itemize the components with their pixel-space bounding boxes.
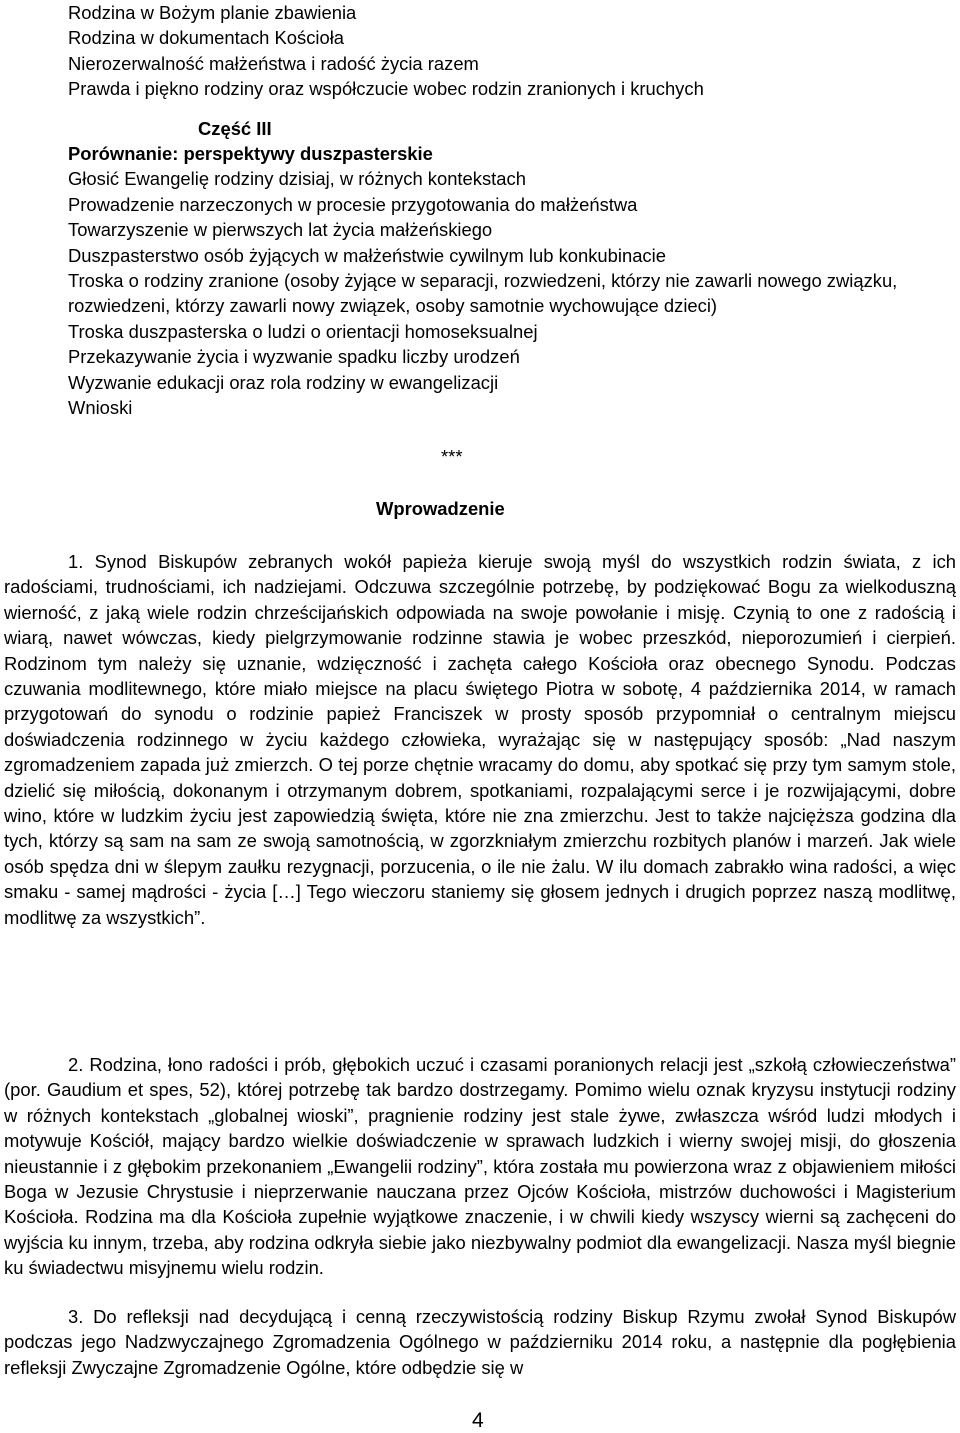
toc-item: Wnioski: [68, 396, 133, 418]
paragraph-text: 3. Do refleksji nad decydującą i cenną rzeczywistością rodziny Biskup Rzymu zwołał Synod Biskupów podczas jego Nadzwyczajnego Zgromadzenia Ogólnego w październiku 2014 roku, a następnie dla pogłębienia refleksji Zwyczajne Zgromadzenie Ogólne, które odbędzie się w: [4, 1306, 956, 1378]
toc-item: Przekazywanie życia i wyzwanie spadku liczby urodzeń: [68, 346, 520, 368]
paragraph: [4, 549, 956, 930]
toc-item: Rodzina w Bożym planie zbawienia: [68, 2, 357, 23]
paragraph: [4, 1052, 956, 1281]
toc-item: Nierozerwalność małżeństwa i radość życia razem: [68, 52, 479, 74]
paragraph: [4, 1304, 956, 1380]
toc-part-label: Część III: [198, 117, 272, 139]
table-of-contents: [68, 0, 948, 420]
toc-item: Prowadzenie narzeczonych w procesie przygotowania do małżeństwa: [68, 193, 638, 215]
toc-item: Wyzwanie edukacji oraz rola rodziny w ewangelizacji: [68, 371, 499, 393]
toc-item: Duszpasterstwo osób żyjących w małżeństwie cywilnym lub konkubinacie: [68, 244, 666, 266]
section-heading: Wprowadzenie: [376, 498, 505, 519]
page-number: 4: [472, 1409, 484, 1432]
toc-part-title: Porównanie: perspektywy duszpasterskie: [68, 142, 433, 164]
toc-item: Rodzina w dokumentach Kościoła: [68, 27, 345, 49]
toc-item: Głosić Ewangelię rodziny dzisiaj, w różnych kontekstach: [68, 168, 526, 190]
toc-item: Towarzyszenie w pierwszych lat życia małżeńskiego: [68, 219, 493, 241]
toc-item: Troska o rodziny zranione (osoby żyjące w separacji, rozwiedzeni, którzy nie zawarli nowego związku, rozwiedzeni, którzy zawarli nowy związek, osoby samotnie wychowujące dzieci): [68, 269, 898, 317]
paragraph-text: 1. Synod Biskupów zebranych wokół papieża kieruje swoją myśl do wszystkich rodzin świata, z ich radościami, trudnościami, ich nadziejami. Odczuwa szczególnie potrzebę, by podziękować Bogu za wielkoduszną wierność, z jaką wiele rodzin chrześcijańskich odpowiada na swoje powołanie i misję. Czynią to one z radością i wiarą, nawet wówczas, kiedy pielgrzymowanie rodzinne stawia je wobec przeszkód, nieporozumień i cierpień. Rodzinom tym należy się uznanie, wdzięczność i zachęta całego Kościoła oraz obecnego Synodu. Podczas czuwania modlitewnego, które miało miejsce na placu świętego Piotra w sobotę, 4 października 2014, w ramach przygotowań do synodu o rodzinie papież Franciszek w prosty sposób przypomniał o centralnym miejscu doświadczenia rodzinnego w życiu każdego człowieka, wyrażając się w następujący sposób: „Nad naszym zgromadzeniem zapada już zmierzch. O tej porze chętnie wracamy do domu, aby spotkać się przy tym samym stole, dzielić się miłością, dokonanym i otrzymanym dobrem, spotkaniami, rozpalającymi serce i je rozwijającymi, dobre wino, które w ludzkim życiu jest zapowiedzią święta, które nie zna zmierzchu. Jest to także najcięższa godzina dla tych, którzy są sam na sam ze swoją samotnością, w zgorzkniałym zmierzchu rozbitych planów i marzeń. Jak wiele osób spędza dni w ślepym zaułku rezygnacji, porzucenia, o ile nie żalu. W ilu domach zabrakło wina radości, a więc smaku - samej mądrości - życia […] Tego wieczoru staniemy się głosem jednych i drugich poprzez naszą modlitwę, modlitwę za wszystkich”.: [4, 551, 956, 928]
toc-item: Prawda i piękno rodziny oraz współczucie wobec rodzin zranionych i kruchych: [68, 78, 704, 100]
section-separator: ***: [441, 446, 463, 467]
toc-item: Troska duszpasterska o ludzi o orientacji homoseksualnej: [68, 320, 538, 342]
paragraph-text: 2. Rodzina, łono radości i prób, głębokich uczuć i czasami poranionych relacji jest „szkołą człowieczeństwa” (por. Gaudium et spes, 52), której potrzebę tak bardzo dostrzegamy. Pomimo wielu oznak kryzysu instytucji rodziny w różnych kontekstach „globalnej wioski”, pragnienie rodziny jest stale żywe, zwłaszcza wśród ludzi młodych i motywuje Kościół, mający bardzo wielkie doświadczenie w sprawach ludzkich i wierny swojej misji, do głoszenia nieustannie i z głębokim przekonaniem „Ewangelii rodziny”, która została mu powierzona wraz z objawieniem miłości Boga w Jezusie Chrystusie i nieprzerwanie nauczana przez Ojców Kościoła, mistrzów duchowości i Magisterium Kościoła. Rodzina ma dla Kościoła zupełnie wyjątkowe znaczenie, i w chwili kiedy wszyscy wierni są zachęceni do wyjścia ku innym, trzeba, aby rodzina odkryła siebie jako niezbywalny podmiot dla ewangelizacji. Nasza myśl biegnie ku świadectwu misyjnemu wielu rodzin.: [4, 1054, 956, 1279]
